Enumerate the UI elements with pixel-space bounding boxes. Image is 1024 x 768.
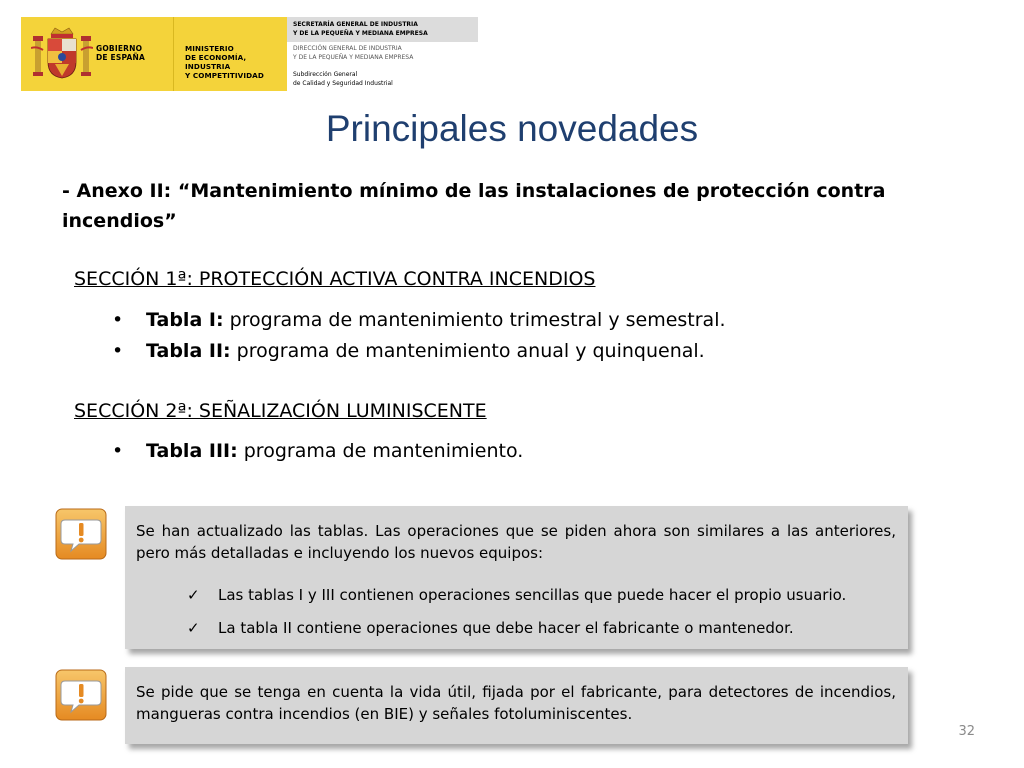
secretariat-line: SECRETARÍA GENERAL DE INDUSTRIA: [293, 21, 418, 28]
note-text: Se han actualizado las tablas. Las operaciones que se piden ahora son similares a las anteriores, pero más detalladas e incluyendo los nuevos equipos:: [136, 522, 896, 562]
government-banner: [21, 17, 287, 91]
section-2-heading: SECCIÓN 2ª: SEÑALIZACIÓN LUMINISCENTE: [74, 400, 487, 422]
table-description: programa de mantenimiento.: [237, 440, 524, 462]
subdirectorate-line: Subdirección General: [293, 71, 358, 78]
ministry-label-line: MINISTERIO: [185, 44, 234, 53]
note-box-useful-life: [125, 667, 908, 744]
subdirectorate-label: [293, 70, 478, 88]
annex-heading-line: incendios”: [62, 210, 177, 232]
government-label: [96, 44, 168, 62]
bullet-icon: •: [112, 340, 124, 362]
directorate-line: DIRECCIÓN GENERAL DE INDUSTRIA: [293, 45, 402, 52]
ministry-label-line: Y COMPETITIVIDAD: [185, 71, 264, 80]
checkmark-icon: ✓: [187, 619, 200, 637]
checkmark-icon: ✓: [187, 586, 200, 604]
check-item-text: Las tablas I y III contienen operaciones sencillas que puede hacer el propio usuario.: [218, 586, 847, 604]
check-item-text: La tabla II contiene operaciones que debe hacer el fabricante o mantenedor.: [218, 619, 794, 637]
bullet-icon: •: [112, 309, 124, 331]
gov-label-line: DE ESPAÑA: [96, 53, 145, 62]
table-description: programa de mantenimiento anual y quinquenal.: [230, 340, 705, 362]
note-text: Se pide que se tenga en cuenta la vida útil, fijada por el fabricante, para detectores de incendios, mangueras contra incendios (en BIE) y señales fotoluminiscentes.: [136, 683, 896, 723]
directorate-label: [293, 44, 478, 62]
banner-divider: [173, 17, 174, 91]
directorate-line: Y DE LA PEQUEÑA Y MEDIANA EMPRESA: [293, 54, 414, 61]
table-label: Tabla III:: [146, 440, 238, 462]
section-1-heading: SECCIÓN 1ª: PROTECCIÓN ACTIVA CONTRA INCENDIOS: [74, 268, 596, 290]
subdirectorate-line: de Calidad y Seguridad Industrial: [293, 80, 393, 87]
speech-bubble-exclamation-icon: [55, 669, 107, 721]
table-label: Tabla II:: [146, 340, 231, 362]
page-number: 32: [958, 724, 975, 739]
annex-heading: [62, 176, 902, 236]
secretariat-block: [287, 17, 478, 91]
ministry-label-line: DE ECONOMÍA, INDUSTRIA: [185, 53, 247, 71]
secretariat-line: Y DE LA PEQUEÑA Y MEDIANA EMPRESA: [293, 30, 428, 37]
coat-of-arms-icon: [31, 26, 93, 82]
speech-bubble-exclamation-icon: [55, 508, 107, 560]
table-description: programa de mantenimiento trimestral y semestral.: [223, 309, 726, 331]
annex-heading-line: - Anexo II: “Mantenimiento mínimo de las instalaciones de protección contra: [62, 180, 886, 202]
ministry-label: [185, 44, 285, 80]
bullet-icon: •: [112, 440, 124, 462]
secretariat-label: [293, 20, 478, 38]
table-label: Tabla I:: [146, 309, 224, 331]
gov-label-line: GOBIERNO: [96, 44, 143, 53]
note-box-updated-tables: [125, 506, 908, 649]
page-title: Principales novedades: [325, 108, 699, 149]
